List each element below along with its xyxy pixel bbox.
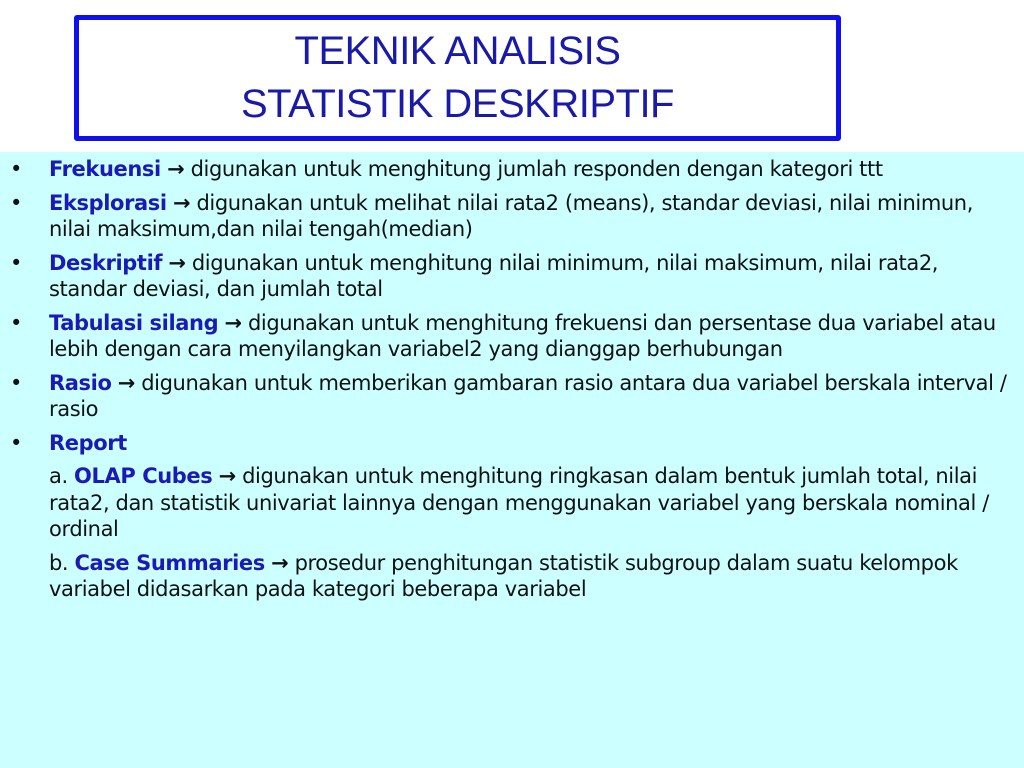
- bullet-icon: •: [10, 430, 22, 455]
- term-label: Case Summaries: [74, 550, 265, 575]
- arrow-right-icon: →: [224, 310, 242, 335]
- item-description: digunakan untuk melihat nilai rata2 (means), standar deviasi, nilai minimun, nilai maksimum,dan nilai tengah(median): [49, 190, 973, 241]
- term-label: Report: [49, 430, 127, 455]
- list-item: [0, 250, 1024, 303]
- term-label: Deskriptif: [49, 250, 163, 275]
- bullet-list: [0, 156, 1024, 610]
- sub-list-item: [0, 463, 1024, 543]
- item-description: digunakan untuk menghitung frekuensi dan persentase dua variabel atau lebih dengan cara menyilangkan variabel2 yang dianggap berhubungan: [49, 310, 996, 361]
- title-line-2: STATISTIK DESKRIPTIF: [240, 82, 674, 126]
- item-description: prosedur penghitungan statistik subgroup dalam suatu kelompok variabel didasarkan pada kategori beberapa variabel: [49, 550, 958, 601]
- item-description: digunakan untuk menghitung jumlah responden dengan kategori ttt: [190, 157, 883, 181]
- title-box: [74, 15, 841, 141]
- list-item: [0, 156, 1024, 183]
- list-item: [0, 190, 1024, 243]
- term-label: Tabulasi silang: [49, 310, 219, 335]
- term-label: Rasio: [49, 370, 112, 395]
- arrow-right-icon: →: [172, 190, 191, 215]
- sub-list-item: [0, 550, 1024, 603]
- list-item: [0, 430, 1024, 457]
- arrow-right-icon: →: [117, 370, 135, 395]
- title-line-1: TEKNIK ANALISIS: [294, 29, 621, 73]
- sub-item-prefix: a.: [49, 464, 68, 488]
- arrow-right-icon: →: [271, 550, 289, 575]
- bullet-icon: •: [10, 370, 22, 395]
- bullet-icon: •: [10, 157, 22, 181]
- list-item: [0, 310, 1024, 363]
- arrow-right-icon: →: [167, 157, 185, 181]
- bullet-icon: •: [10, 310, 22, 335]
- bullet-icon: •: [10, 250, 22, 275]
- bullet-icon: •: [10, 190, 22, 215]
- item-description: digunakan untuk menghitung ringkasan dalam bentuk jumlah total, nilai rata2, dan statistik univariat lainnya dengan menggunakan variabel yang berskala nominal / ordinal: [49, 464, 989, 541]
- term-label: Frekuensi: [49, 157, 161, 181]
- item-description: digunakan untuk memberikan gambaran rasio antara dua variabel berskala interval / rasio: [49, 370, 1007, 421]
- arrow-right-icon: →: [168, 250, 186, 275]
- list-item: [0, 370, 1024, 423]
- term-label: Eksplorasi: [49, 190, 167, 215]
- term-label: OLAP Cubes: [74, 464, 213, 488]
- item-description: digunakan untuk menghitung nilai minimum, nilai maksimum, nilai rata2, standar deviasi, dan jumlah total: [49, 250, 939, 301]
- arrow-right-icon: →: [218, 464, 236, 488]
- sub-item-prefix: b.: [49, 550, 69, 575]
